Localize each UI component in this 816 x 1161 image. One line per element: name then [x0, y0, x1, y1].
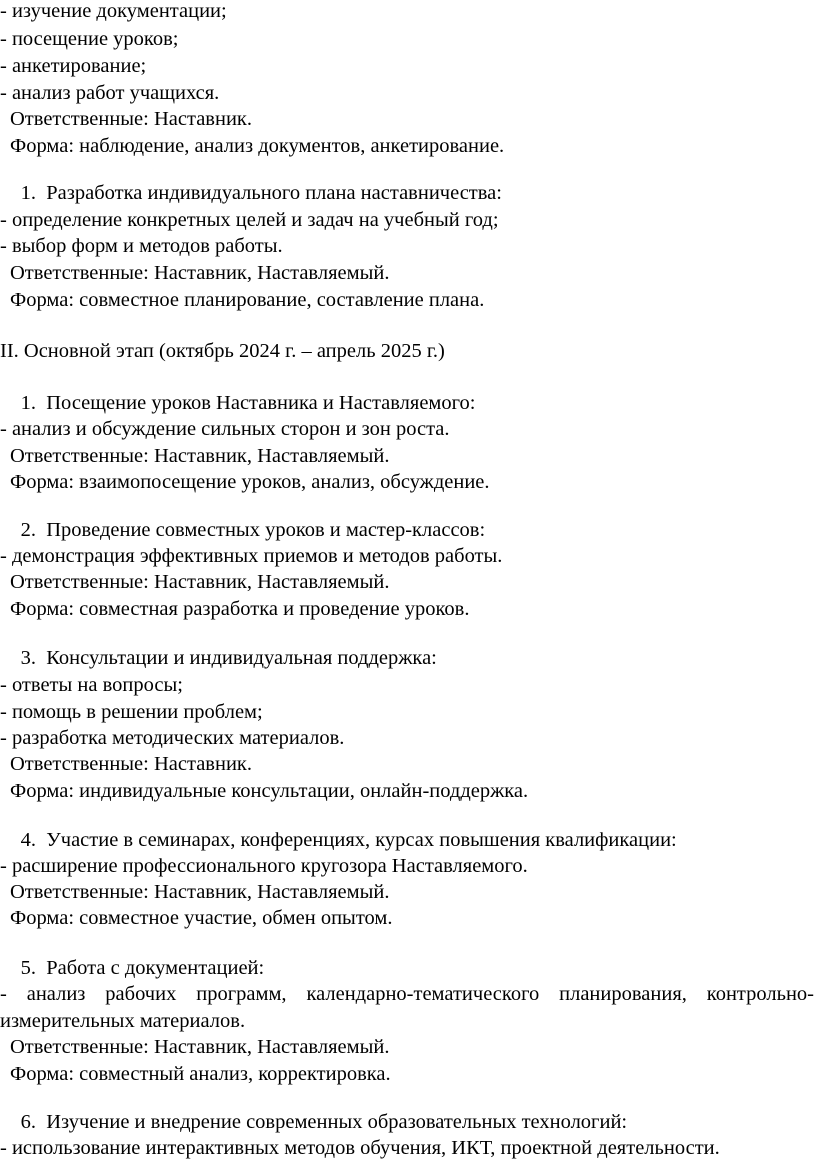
- stage-item-responsible: Ответственные: Наставник, Наставляемый.: [10, 571, 390, 593]
- stage-item-heading: [10, 645, 437, 671]
- stage-item-bullet: - анализ и обсуждение сильных сторон и зон роста.: [0, 418, 450, 440]
- stage-item-responsible: Ответственные: Наставник.: [10, 753, 252, 775]
- stage-item-bullet-continuation: измерительных материалов.: [0, 1010, 246, 1032]
- stage-item-bullet: - анализ рабочих программ, календарно-тематического планирования, контрольно-: [0, 983, 814, 1005]
- intro-list-item: - анализ работ учащихся.: [0, 82, 220, 104]
- stage-item-bullet: - расширение профессионального кругозора Наставляемого.: [0, 855, 528, 877]
- list-number: 1.: [20, 392, 36, 414]
- stage-item-heading: [10, 390, 475, 416]
- plan-item-heading: [10, 180, 502, 206]
- list-number: 3.: [20, 647, 36, 669]
- stage-item-heading: [10, 955, 264, 981]
- stage-item-title: Консультации и индивидуальная поддержка:: [46, 647, 437, 669]
- stage-item-bullet: - ответы на вопросы;: [0, 674, 183, 696]
- intro-form: Форма: наблюдение, анализ документов, анкетирование.: [10, 135, 505, 157]
- stage-item-bullet: - демонстрация эффективных приемов и методов работы.: [0, 545, 503, 567]
- stage-item-bullet: - помощь в решении проблем;: [0, 701, 263, 723]
- stage-item-form: Форма: взаимопосещение уроков, анализ, обсуждение.: [10, 471, 490, 493]
- list-number: 4.: [20, 829, 36, 851]
- stage-item-responsible: Ответственные: Наставник, Наставляемый.: [10, 881, 390, 903]
- stage-item-heading: [10, 1109, 627, 1135]
- intro-list-item: - изучение документации;: [0, 0, 227, 22]
- stage-item-heading: [10, 517, 485, 543]
- plan-item-bullet: - определение конкретных целей и задач на учебный год;: [0, 209, 499, 231]
- plan-item-responsible: Ответственные: Наставник, Наставляемый.: [10, 262, 390, 284]
- list-number: 1.: [20, 182, 36, 204]
- stage-item-form: Форма: совместный анализ, корректировка.: [10, 1063, 391, 1085]
- stage-heading: II. Основной этап (октябрь 2024 г. – апрель 2025 г.): [0, 340, 445, 362]
- stage-item-responsible: Ответственные: Наставник, Наставляемый.: [10, 1036, 390, 1058]
- stage-item-form: Форма: индивидуальные консультации, онлайн-поддержка.: [10, 780, 529, 802]
- stage-item-title: Участие в семинарах, конференциях, курсах повышения квалификации:: [46, 829, 677, 851]
- stage-item-bullet: - разработка методических материалов.: [0, 727, 345, 749]
- stage-item-form: Форма: совместное участие, обмен опытом.: [10, 907, 393, 929]
- intro-list-item: - посещение уроков;: [0, 28, 179, 50]
- stage-item-form: Форма: совместная разработка и проведение уроков.: [10, 598, 470, 620]
- plan-item-title: Разработка индивидуального плана наставничества:: [46, 182, 502, 204]
- plan-item-form: Форма: совместное планирование, составление плана.: [10, 289, 485, 311]
- list-number: 2.: [20, 519, 36, 541]
- stage-item-title: Изучение и внедрение современных образовательных технологий:: [46, 1111, 628, 1133]
- stage-item-title: Проведение совместных уроков и мастер-классов:: [46, 519, 486, 541]
- stage-item-heading: [10, 827, 677, 853]
- stage-item-responsible: Ответственные: Наставник, Наставляемый.: [10, 445, 390, 467]
- stage-item-bullet: - использование интерактивных методов обучения, ИКТ, проектной деятельности.: [0, 1137, 720, 1159]
- plan-item-bullet: - выбор форм и методов работы.: [0, 235, 283, 257]
- list-number: 5.: [20, 957, 36, 979]
- stage-item-title: Посещение уроков Наставника и Наставляемого:: [46, 392, 476, 414]
- list-number: 6.: [20, 1111, 36, 1133]
- stage-item-title: Работа с документацией:: [46, 957, 265, 979]
- intro-responsible: Ответственные: Наставник.: [10, 108, 252, 130]
- intro-list-item: - анкетирование;: [0, 55, 147, 77]
